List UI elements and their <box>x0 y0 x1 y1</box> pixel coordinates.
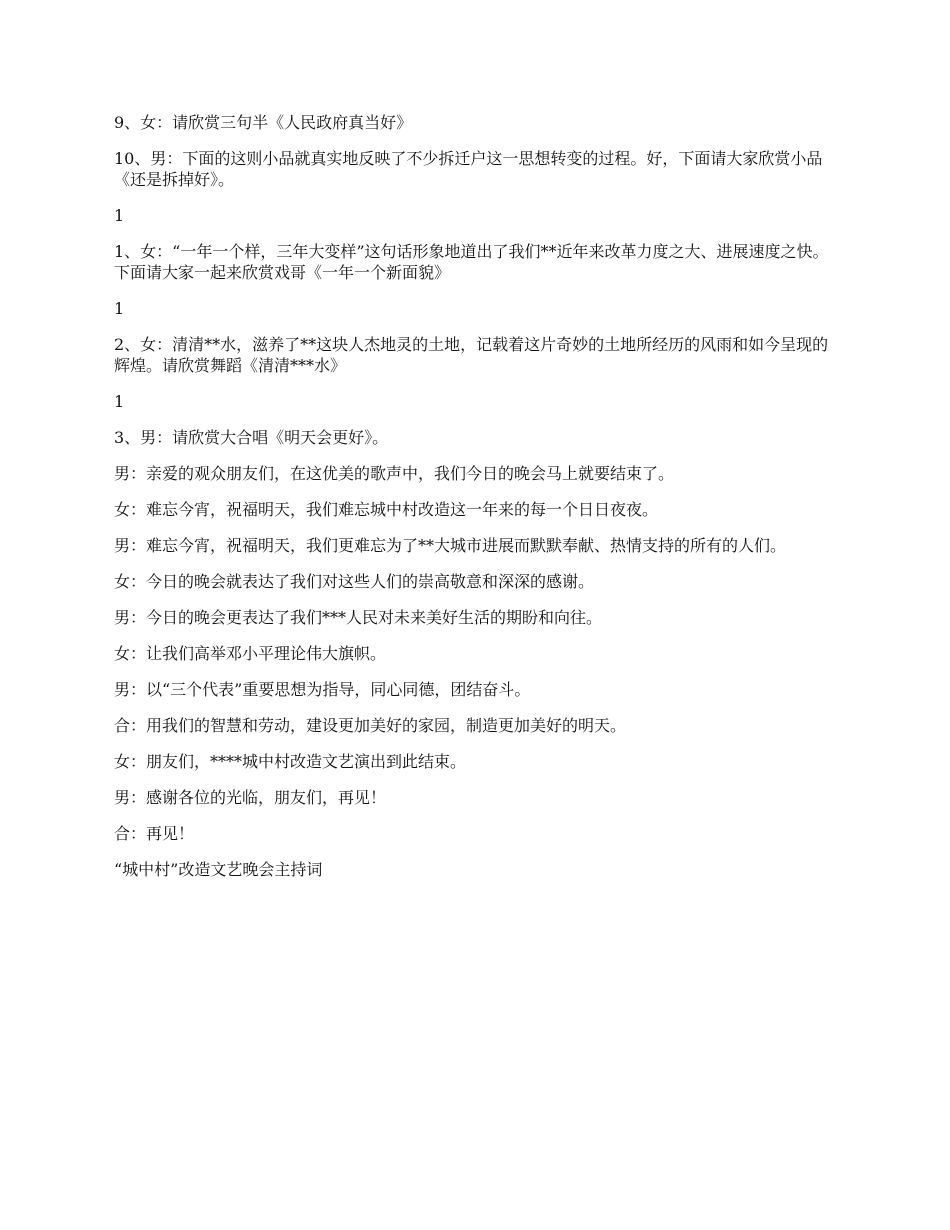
paragraph-9: 男：亲爱的观众朋友们，在这优美的歌声中，我们今日的晚会马上就要结束了。 <box>114 464 675 483</box>
paragraph-5: 1 <box>114 299 125 318</box>
document-title-line: “城中村”改造文艺晚会主持词 <box>114 860 323 879</box>
paragraph-6: 2、女：清清**水，滋养了**这块人杰地灵的土地，记载着这片奇妙的土地所经历的风雨和如今呈现的辉煌。请欣赏舞蹈《清清***水》 <box>114 335 829 375</box>
paragraph-11: 男：难忘今宵，祝福明天，我们更难忘为了**大城市进展而默默奉献、热情支持的所有的人们。 <box>114 536 787 555</box>
paragraph-15: 男：以“三个代表”重要思想为指导，同心同德，团结奋斗。 <box>114 680 531 699</box>
paragraph-16: 合：用我们的智慧和劳动，建设更加美好的家园，制造更加美好的明天。 <box>114 716 627 735</box>
paragraph-19: 合：再见！ <box>114 824 195 843</box>
document-body <box>114 112 838 895</box>
paragraph-18: 男：感谢各位的光临，朋友们，再见！ <box>114 788 387 807</box>
paragraph-13: 男：今日的晚会更表达了我们***人民对未来美好生活的期盼和向往。 <box>114 608 603 627</box>
paragraph-14: 女：让我们高举邓小平理论伟大旗帜。 <box>114 644 387 663</box>
paragraph-4: 1、女：“一年一个样，三年大变样”这句话形象地道出了我们**近年来改革力度之大、进展速度之快。下面请大家一起来欣赏戏哥《一年一个新面貌》 <box>114 242 829 282</box>
paragraph-10: 女：难忘今宵，祝福明天，我们难忘城中村改造这一年来的每一个日日夜夜。 <box>114 500 659 519</box>
paragraph-12: 女：今日的晚会就表达了我们对这些人们的崇高敬意和深深的感谢。 <box>114 572 595 591</box>
paragraph-17: 女：朋友们，****城中村改造文艺演出到此结束。 <box>114 752 467 771</box>
paragraph-2: 10、男：下面的这则小品就真实地反映了不少拆迁户这一思想转变的过程。好，下面请大家欣赏小品《还是拆掉好》。 <box>114 149 823 189</box>
paragraph-8: 3、男：请欣赏大合唱《明天会更好》。 <box>114 428 389 447</box>
paragraph-1: 9、女：请欣赏三句半《人民政府真当好》 <box>114 113 413 132</box>
paragraph-7: 1 <box>114 392 125 411</box>
paragraph-3: 1 <box>114 206 125 225</box>
